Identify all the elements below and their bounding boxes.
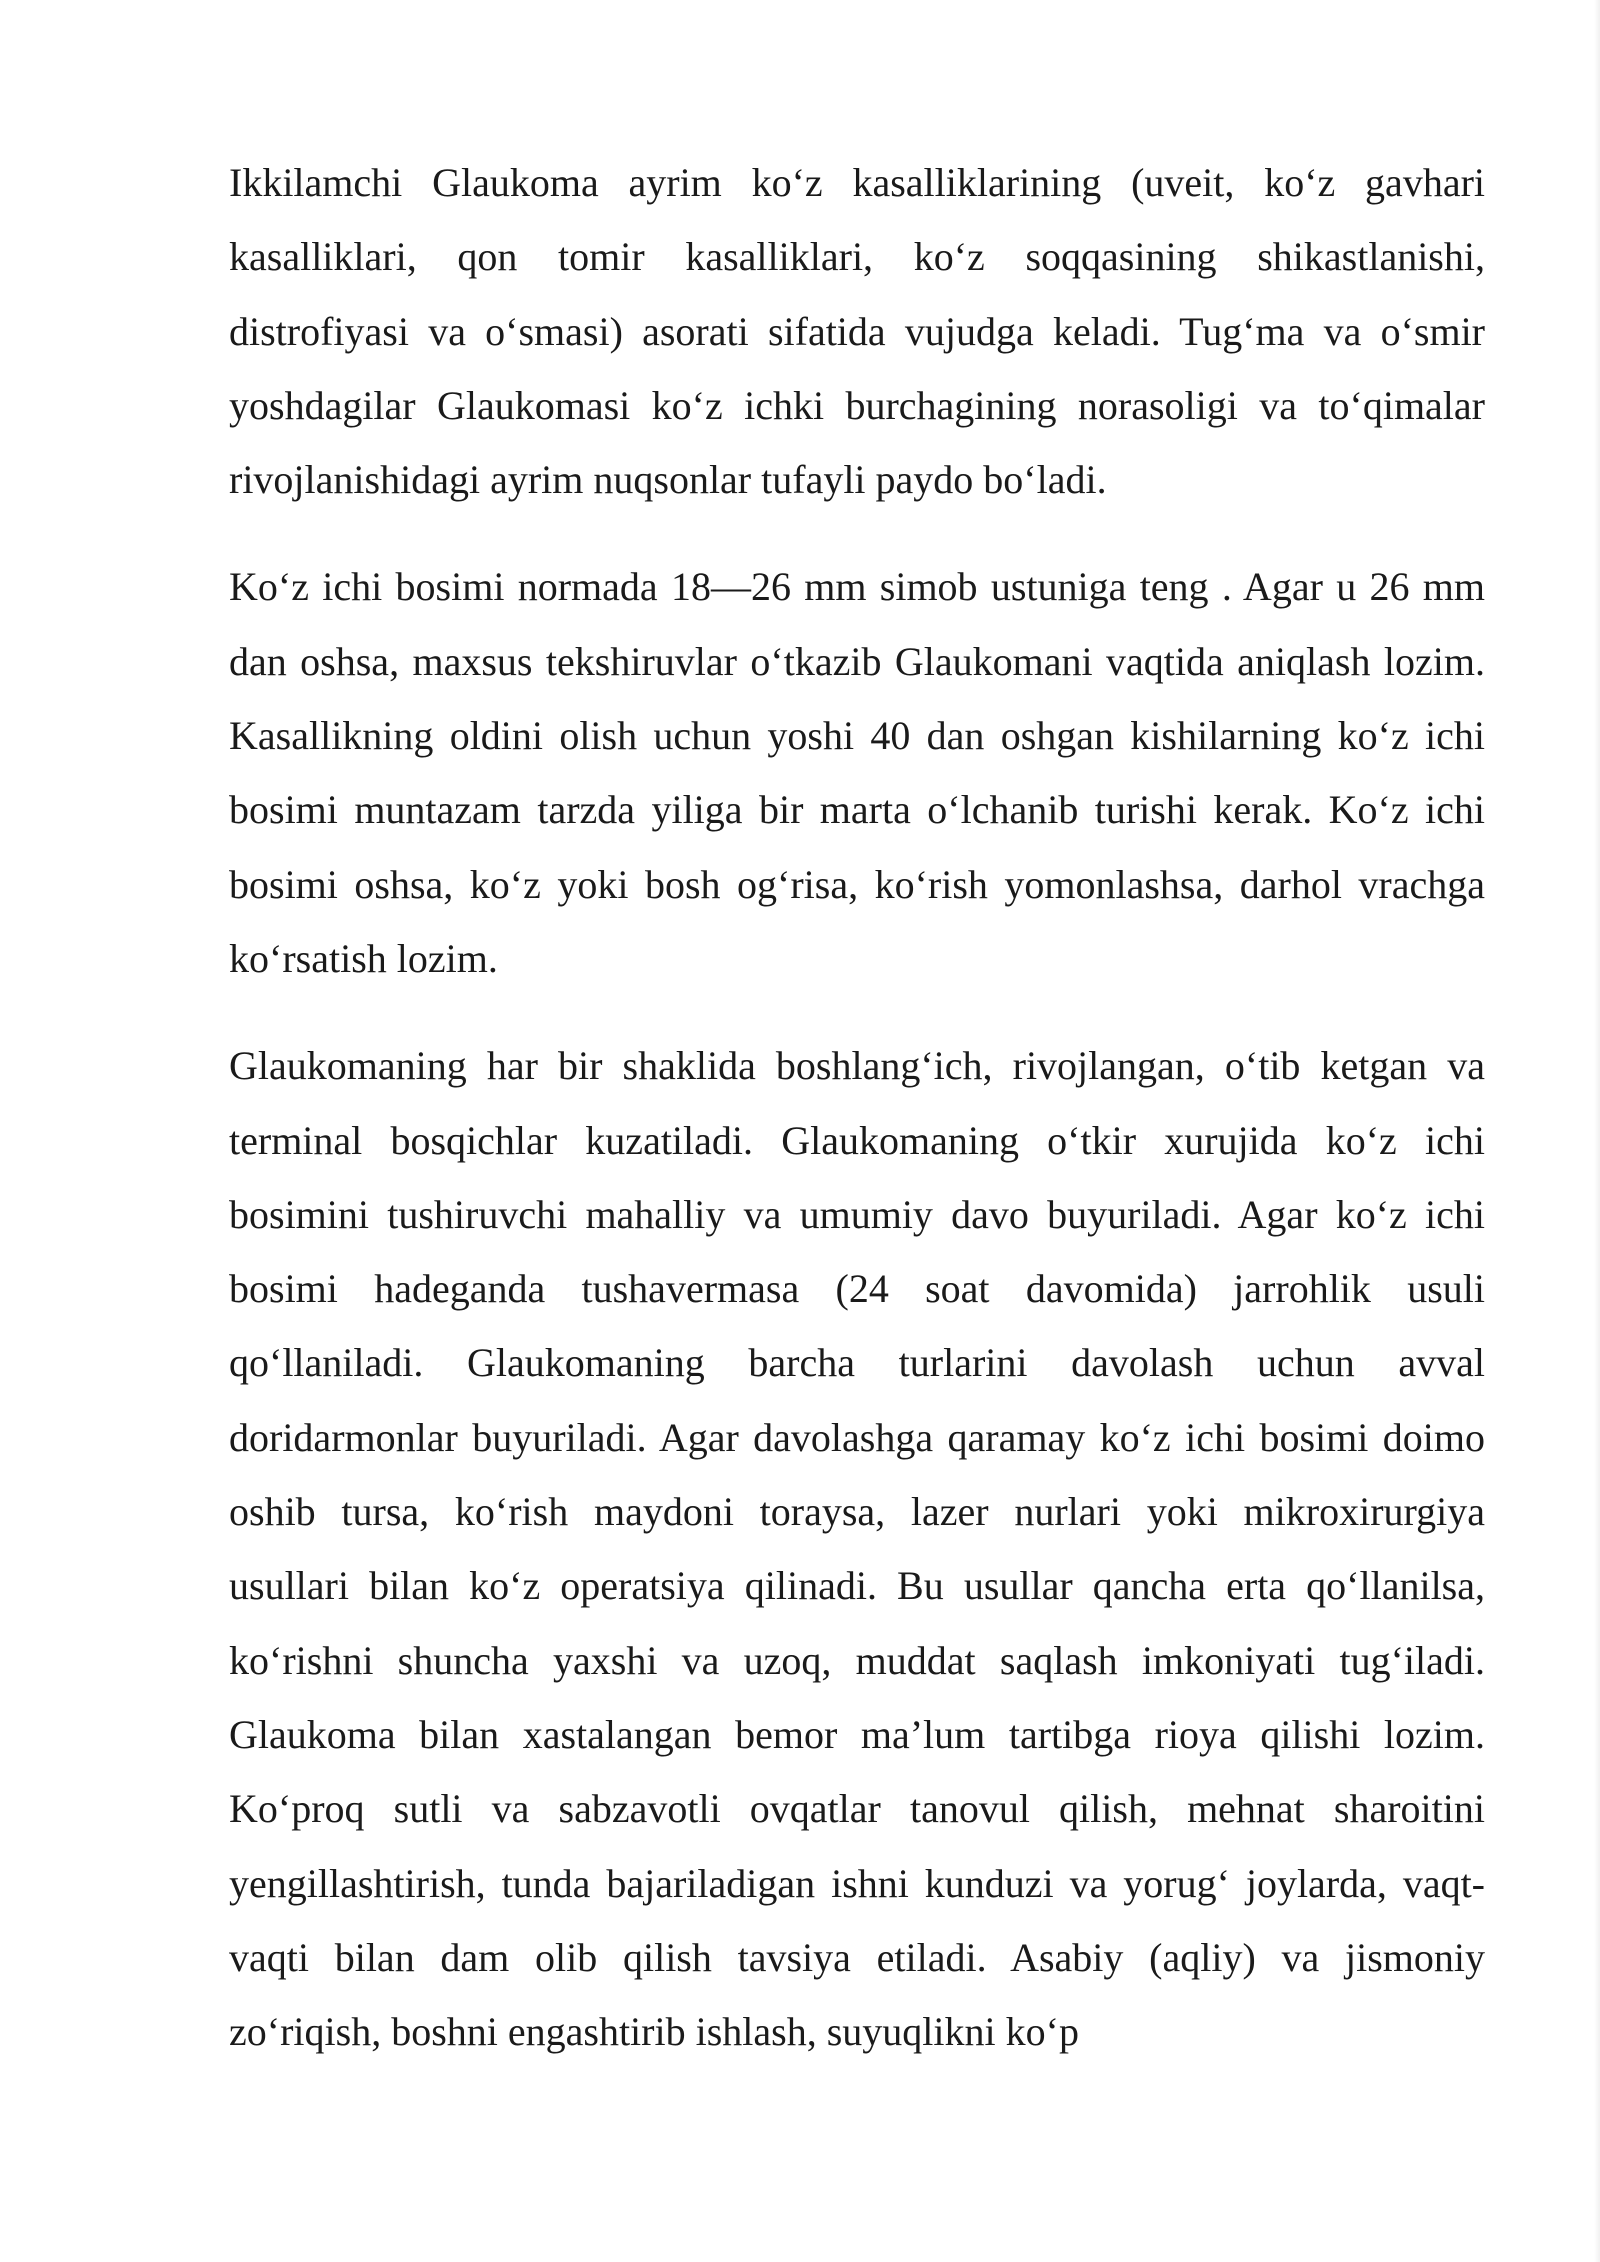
paragraph-treatment: Glaukomaning har bir shaklida boshlang‘ich, rivojlangan, o‘tib ketgan va terminal bosqichlar kuzatiladi. Glaukomaning o‘tkir xurujida ko‘z ichi bosimini tushiruvchi mahalliy va umumiy davo buyuriladi. Agar ko‘z ichi bosimi hadeganda tushavermasa (24 soat davomida) jarrohlik usuli qo‘llaniladi. Glaukomaning barcha turlarini davolash uchun avval doridarmonlar buyuriladi. Agar davolashga qaramay ko‘z ichi bosimi doimo oshib tursa, ko‘rish maydoni toraysa, lazer nurlari yoki mikroxirurgiya usullari bilan ko‘z operatsiya qilinadi. Bu usullar qancha erta qo‘llanilsa, ko‘rishni shuncha yaxshi va uzoq, muddat saqlash imkoniyati tug‘iladi. Glaukoma bilan xastalangan bemor ma’lum tartibga rioya qilishi lozim. Ko‘proq sutli va sabzavotli ovqatlar tanovul qilish, mehnat sharoitini yengillashtirish, tunda bajariladigan ishni kunduzi va yorug‘ joylarda, vaqt-vaqti bilan dam olib qilish tavsiya etiladi. Asabiy (aqliy) va jismoniy zo‘riqish, boshni engashtirib ishlash, suyuqlikni ko‘p: [229, 1043, 1485, 2055]
page-edge-shadow: [1594, 0, 1600, 2262]
paragraph-secondary-glaucoma: Ikkilamchi Glaukoma ayrim ko‘z kasalliklarining (uveit, ko‘z gavhari kasalliklari, qon tomir kasalliklari, ko‘z soqqasining shikastlanishi, distrofiyasi va o‘smasi) asorati sifatida vujudga keladi. Tug‘ma va o‘smir yoshdagilar Glaukomasi ko‘z ichki burchagining norasoligi va to‘qimalar rivojlanishidagi ayrim nuqsonlar tufayli paydo bo‘ladi.: [229, 160, 1485, 503]
paragraph-intraocular-pressure: Ko‘z ichi bosimi normada 18—26 mm simob ustuniga teng . Agar u 26 mm dan oshsa, maxsus tekshiruvlar o‘tkazib Glaukomani vaqtida aniqlash lozim. Kasallikning oldini olish uchun yoshi 40 dan oshgan kishilarning ko‘z ichi bosimi muntazam tarzda yiliga bir marta o‘lchanib turishi kerak. Ko‘z ichi bosimi oshsa, ko‘z yoki bosh og‘risa, ko‘rish yomonlashsa, darhol vrachga ko‘rsatish lozim.: [229, 564, 1485, 981]
document-body: [229, 146, 1485, 2102]
